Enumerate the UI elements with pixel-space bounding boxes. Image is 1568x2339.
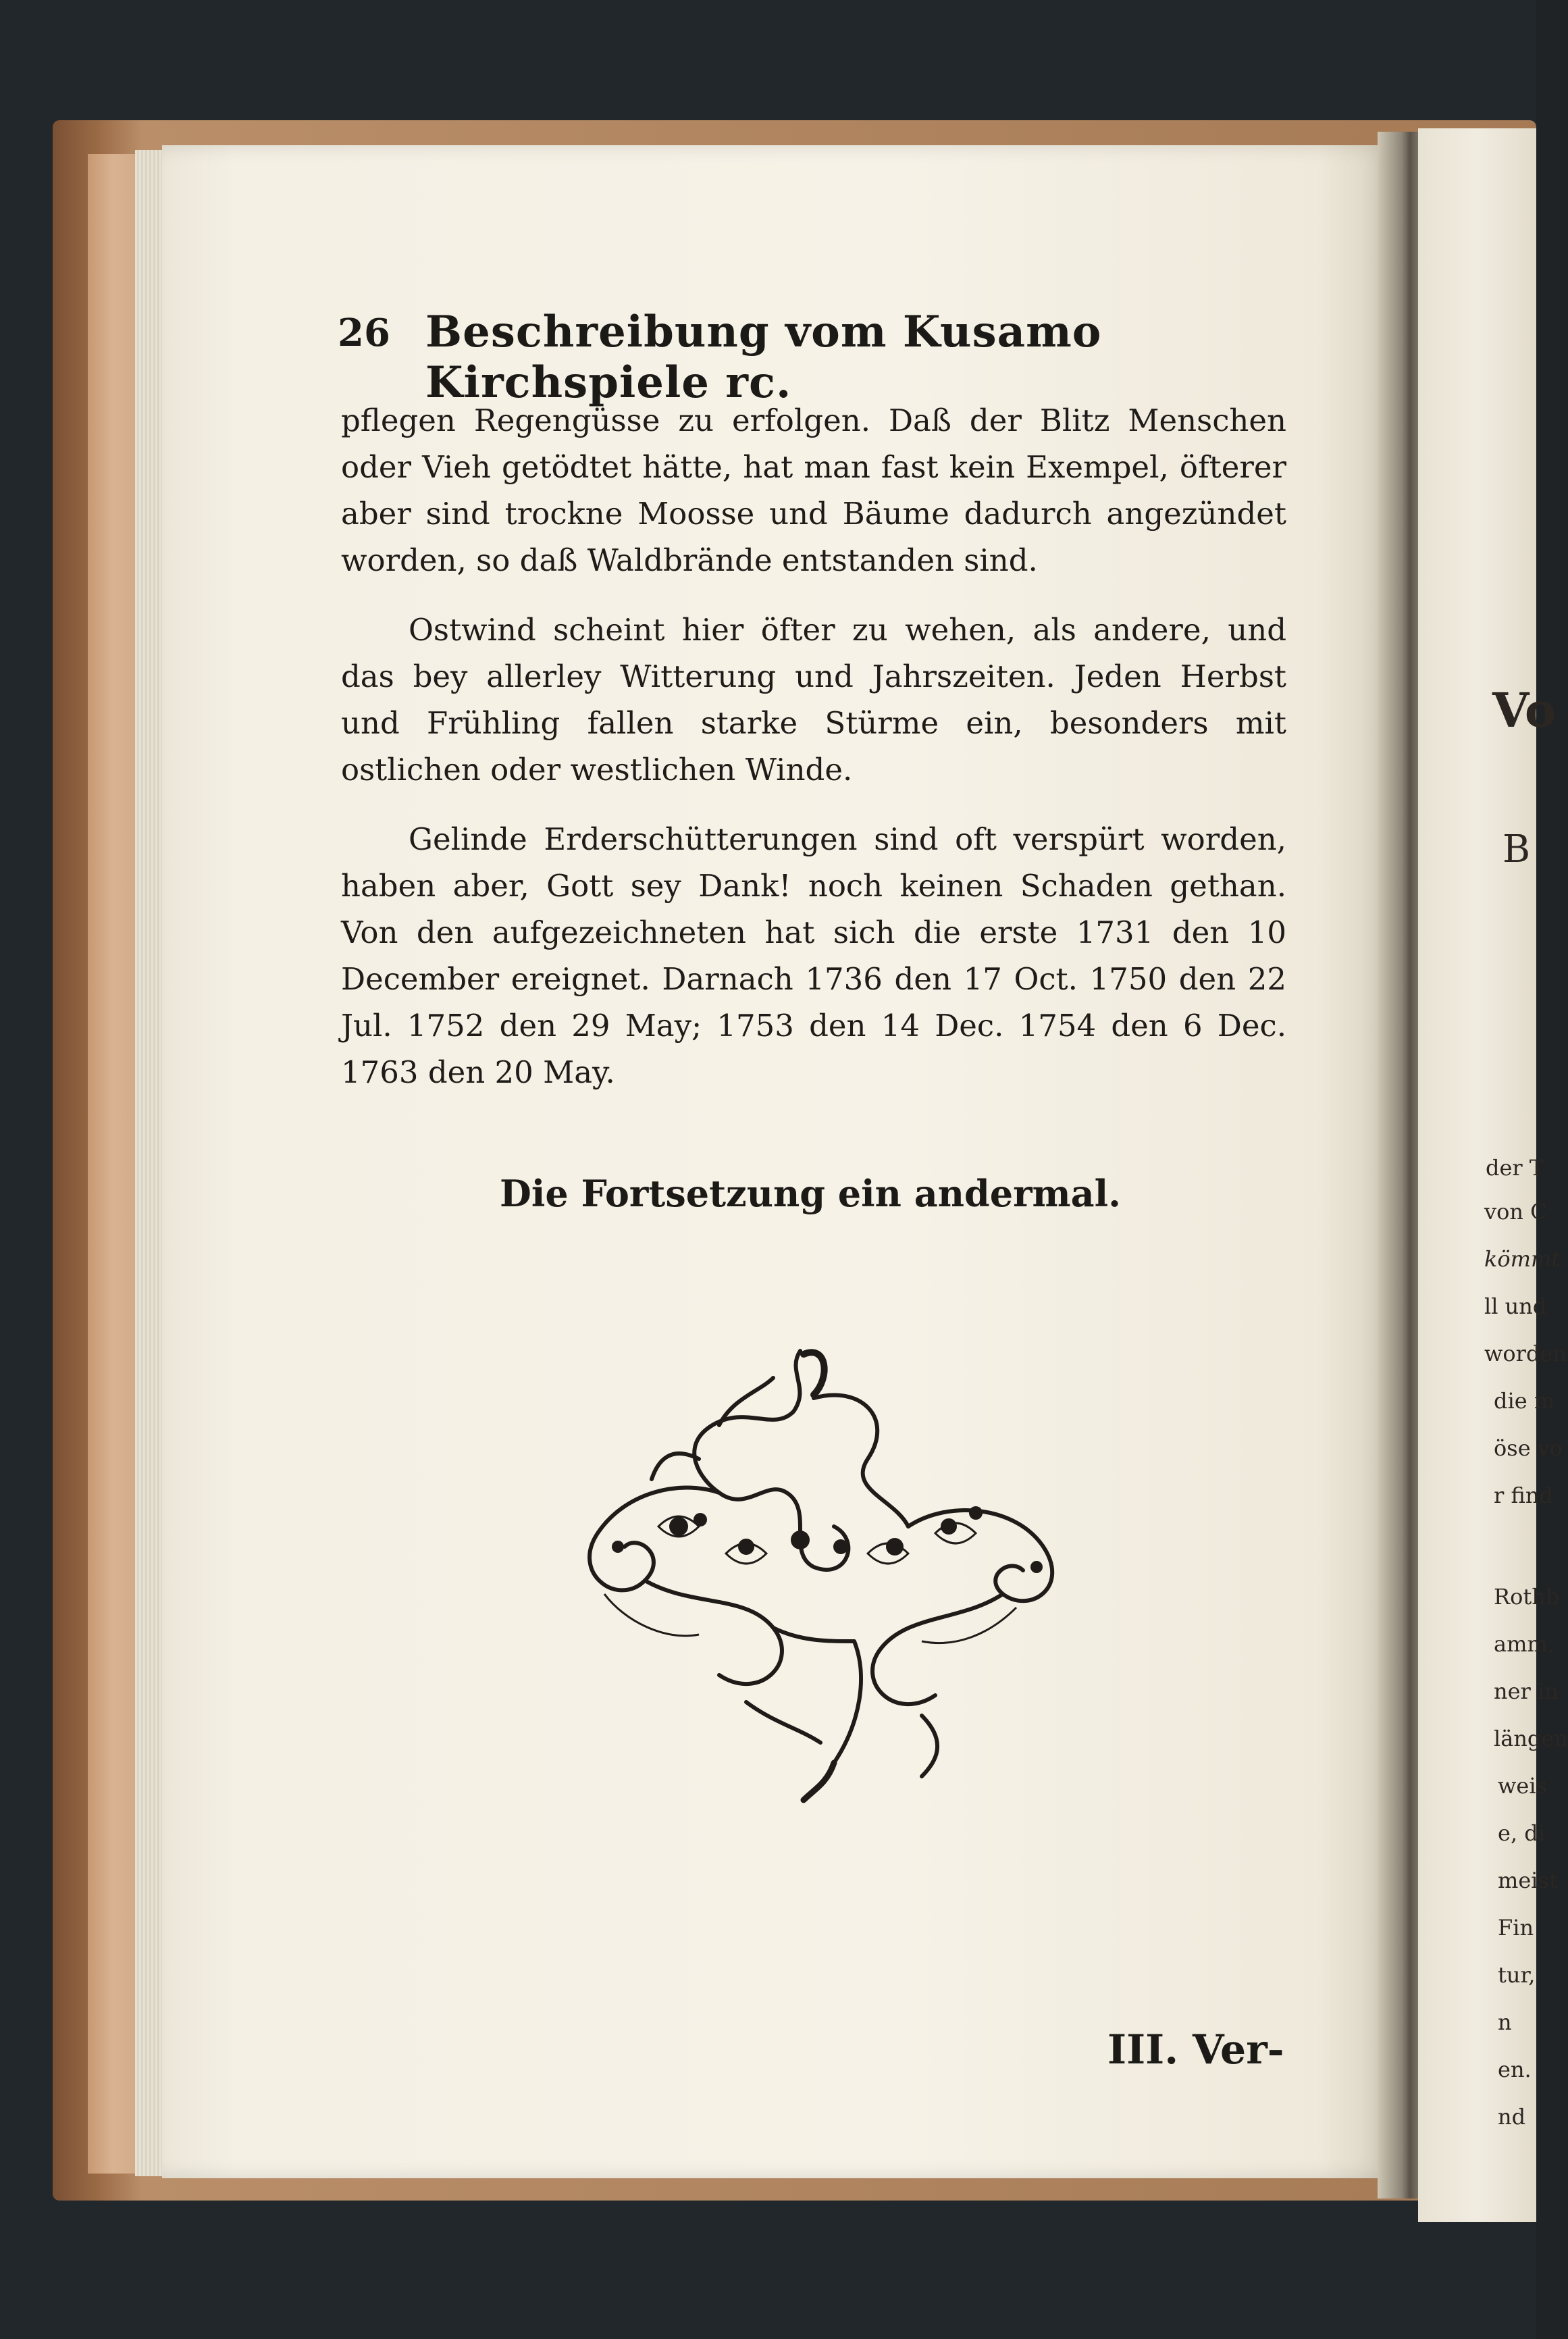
facing-fragment: r find bbox=[1494, 1483, 1553, 1508]
page-header bbox=[338, 307, 1297, 408]
facing-fragment: der T bbox=[1486, 1155, 1544, 1181]
facing-fragment: von C bbox=[1484, 1199, 1547, 1225]
facing-fragment: nd bbox=[1498, 2104, 1526, 2130]
facing-fragment: Fin bbox=[1498, 1915, 1534, 1940]
facing-fragment: tur, bbox=[1498, 1962, 1536, 1988]
paragraph: Gelinde Erderschütterungen sind oft verspürt worden, haben aber, Gott sey Dank! noch keinen Schaden gethan. Von den aufgezeichneten hat sich die erste 1731 den 10 December ereignet. Darnach 1736 den 17 Oct. 1750 den 22 Jul. 1752 den 29 May; 1753 den 14 Dec. 1754 den 6 Dec. 1763 den 20 May. bbox=[341, 821, 1286, 1090]
catchword: III. Ver- bbox=[1107, 2026, 1284, 2074]
facing-fragment: n bbox=[1498, 2009, 1512, 2035]
facing-fragment: e, di bbox=[1498, 1820, 1545, 1846]
facing-fragment: ll und bbox=[1484, 1293, 1547, 1319]
facing-fragment: längen bbox=[1494, 1726, 1568, 1751]
facing-fragment: kömmt bbox=[1484, 1246, 1561, 1272]
facing-fragment: meist bbox=[1498, 1868, 1558, 1893]
facing-fragment: Rothb bbox=[1494, 1584, 1560, 1610]
facing-page-fragment bbox=[1418, 128, 1568, 2222]
facing-fragment: die m bbox=[1494, 1388, 1555, 1414]
facing-fragment: weis bbox=[1498, 1773, 1547, 1799]
rococo-floral-ornament-icon bbox=[544, 1324, 1104, 1810]
facing-page-text bbox=[1418, 128, 1568, 2222]
facing-fragment: worden bbox=[1484, 1341, 1567, 1366]
facing-fragment: ner in bbox=[1494, 1678, 1559, 1704]
paragraph: Ostwind scheint hier öfter zu wehen, als andere, und das bey allerley Witterung und Jahrszeiten. Jeden Herbst und Frühling fallen starke Stürme ein, besonders mit ostlichen oder westlichen Winde. bbox=[341, 612, 1286, 788]
page-number: 26 bbox=[338, 311, 390, 355]
facing-fragment: en. bbox=[1498, 2057, 1532, 2082]
body-text bbox=[341, 397, 1286, 1096]
paragraph: pflegen Regengüsse zu erfolgen. Daß der Blitz Menschen oder Vieh getödtet hätte, hat man fast kein Exempel, öfterer aber sind trockne Moosse und Bäume dadurch angezündet worden, so daß Waldbrände entstanden sind. bbox=[341, 403, 1286, 578]
facing-fragment: B bbox=[1502, 827, 1531, 871]
continuation-note: Die Fortsetzung ein andermal. bbox=[500, 1172, 1121, 1215]
facing-fragment: öse vo bbox=[1494, 1435, 1563, 1461]
running-head: Beschreibung vom Kusamo Kirchspiele rc. bbox=[425, 307, 1102, 408]
facing-fragment: amm, bbox=[1494, 1631, 1554, 1657]
facing-fragment: Vo bbox=[1492, 682, 1557, 738]
